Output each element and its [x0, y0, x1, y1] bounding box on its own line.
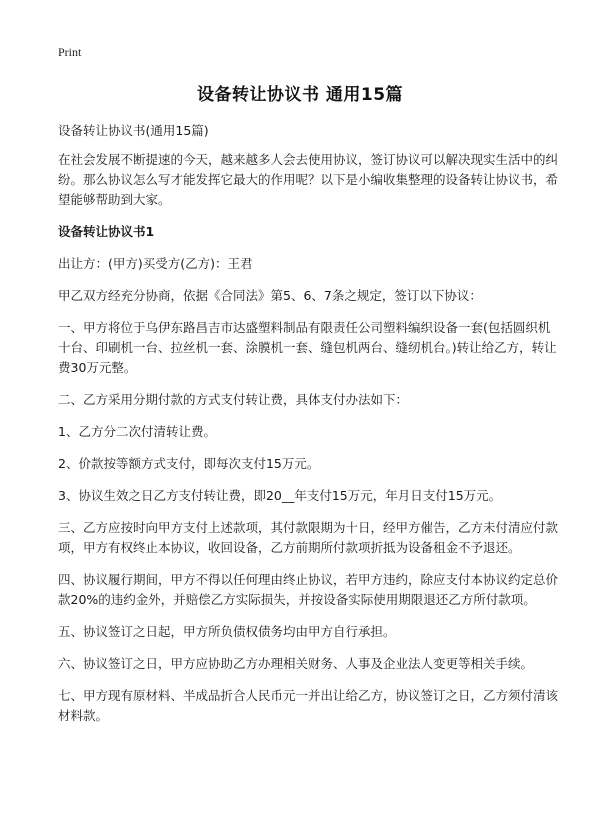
paragraph-clause-6: 六、协议签订之日，甲方应协助乙方办理相关财务、人事及企业法人变更等相关手续。: [58, 656, 534, 671]
paragraph-clause-7: 七、甲方现有原材料、半成品折合人民币元一并出让给乙方，协议签订之日，乙方须付清该材料款。: [58, 688, 559, 723]
paragraph-parties: 出让方：(甲方)买受方(乙方)：王君: [58, 256, 253, 271]
paragraph-clause-3: 三、乙方应按时向甲方支付上述款项，其付款限期为十日，经甲方催告，乙方未付清应付款项，甲方有权终止本协议，收回设备，乙方前期所付款项折抵为设备租金不予退还。: [58, 520, 559, 555]
intro-paragraph: 在社会发展不断提速的今天，越来越多人会去使用协议，签订协议可以解决现实生活中的纠纷。那么协议怎么写才能发挥它最大的作用呢？以下是小编收集整理的设备转让协议书，希望能够帮助到大家。: [58, 152, 559, 207]
paragraph-clause-1: 一、甲方将位于乌伊东路昌吉市达盛塑料制品有限责任公司塑料编织设备一套(包括圆织机十台、印刷机一台、拉丝机一套、涂膜机一套、缝包机两台、缝纫机台。)转让给乙方，转让费30万元整。: [58, 320, 557, 375]
document-subtitle: 设备转让协议书(通用15篇): [58, 123, 209, 138]
paragraph-clause-2: 二、乙方采用分期付款的方式支付转让费，具体支付办法如下：: [58, 392, 409, 407]
paragraph-payment-2: 2、价款按等额方式支付，即每次支付15万元。: [58, 456, 320, 471]
paragraph-clause-4: 四、协议履行期间，甲方不得以任何理由终止协议，若甲方违约，除应支付本协议约定总价款20%的违约金外，并赔偿乙方实际损失，并按设备实际使用期限退还乙方所付款项。: [58, 572, 559, 607]
paragraph-clause-5: 五、协议签订之日起，甲方所负债权债务均由甲方自行承担。: [58, 624, 396, 639]
paragraph-agreement-basis: 甲乙双方经充分协商，依据《合同法》第5、6、7条之规定，签订以下协议：: [58, 288, 482, 303]
paragraph-payment-1: 1、乙方分二次付清转让费。: [58, 424, 216, 439]
document-body: [58, 121, 558, 738]
print-link[interactable]: Print: [58, 45, 82, 59]
section-heading: 设备转让协议书1: [58, 224, 155, 239]
page-title: 设备转让协议书 通用15篇: [196, 85, 404, 105]
paragraph-payment-3: 3、协议生效之日乙方支付转让费，即20__年支付15万元，年月日支付15万元。: [58, 488, 502, 503]
